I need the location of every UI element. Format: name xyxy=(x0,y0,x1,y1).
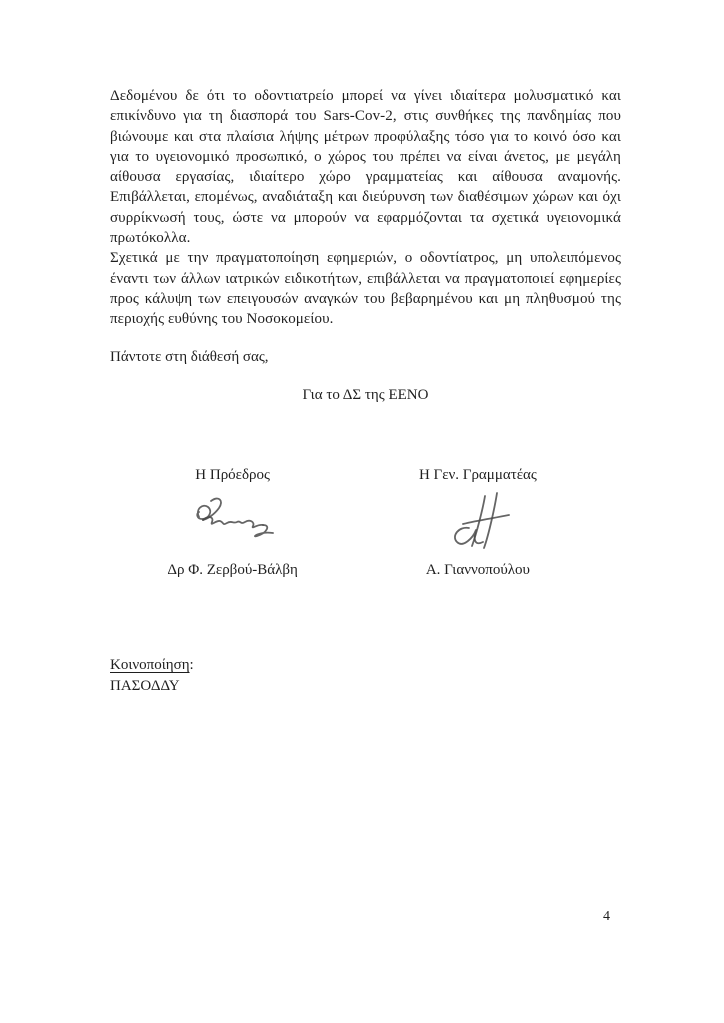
cc-heading xyxy=(110,655,621,677)
cc-label: Κοινοποίηση xyxy=(110,656,190,673)
signature-secretary-cell xyxy=(355,490,600,557)
signatory-name-secretary: Α. Γιαννοπούλου xyxy=(425,562,530,579)
handwritten-signature-icon xyxy=(183,490,283,542)
signature-titles-row xyxy=(110,465,621,485)
page-number: 4 xyxy=(603,909,610,924)
signature-names-row xyxy=(110,560,621,580)
cc-recipient: ΠΑΣΟΔΔΥ xyxy=(110,678,180,695)
paragraph-on-call-duties: Σχετικά με την πραγματοποίηση εφημεριών, ο οδοντίατρος, μη υπολειπόμενος έναντι των άλλων ιατρικών ειδικοτήτων, επιβάλλεται να πραγματοποιεί εφημερίες προς κάλυψη των επειγουσών αναγκών του βεβαρημένου και μη πληθυσμού της περιοχής ευθύνης του Νοσοκομείου. xyxy=(110,250,621,328)
signatory-name-president: Δρ Φ. Ζερβού-Βάλβη xyxy=(167,562,298,579)
signatory-title-president: Η Πρόεδρος xyxy=(195,467,270,484)
cc-colon: : xyxy=(189,656,194,673)
signoff-line: Για το ΔΣ της ΕΕΝΟ xyxy=(302,386,429,403)
letter-body xyxy=(110,86,621,698)
paragraph-clinic-conditions: Δεδομένου δε ότι το οδοντιατρείο μπορεί να γίνει ιδιαίτερα μολυσματικό και επικίνδυνο για τη διασπορά του Sars-Cov-2, στις συνθήκες της πανδημίας που βιώνουμε και στα πλαίσια λήψης μέτρων προφύλαξης τόσο για το κοινό όσο και για το υγειονομικό προσωπικό, ο χώρος του πρέπει να είναι άνετος, με μεγάλη αίθουσα εργασίας, ιδιαίτερο χώρο γραμματείας και αίθουσα αναμονής. Επιβάλλεται, επομένως, αναδιάταξη και διεύρυνση των διαθέσιμων χώρων και όχι συρρίκνωσή τους, ώστε να μπορούν να εφαρμόζονται τα σχετικά υγειονομικά πρωτόκολλα. xyxy=(110,88,621,247)
signature-images-row xyxy=(110,490,621,554)
closing-line: Πάντοτε στη διάθεσή σας, xyxy=(110,348,269,365)
cc-block xyxy=(110,655,621,698)
handwritten-signature-icon xyxy=(443,490,513,552)
signature-president-cell xyxy=(110,490,355,547)
signatory-title-secretary: Η Γεν. Γραμματέας xyxy=(418,467,537,484)
